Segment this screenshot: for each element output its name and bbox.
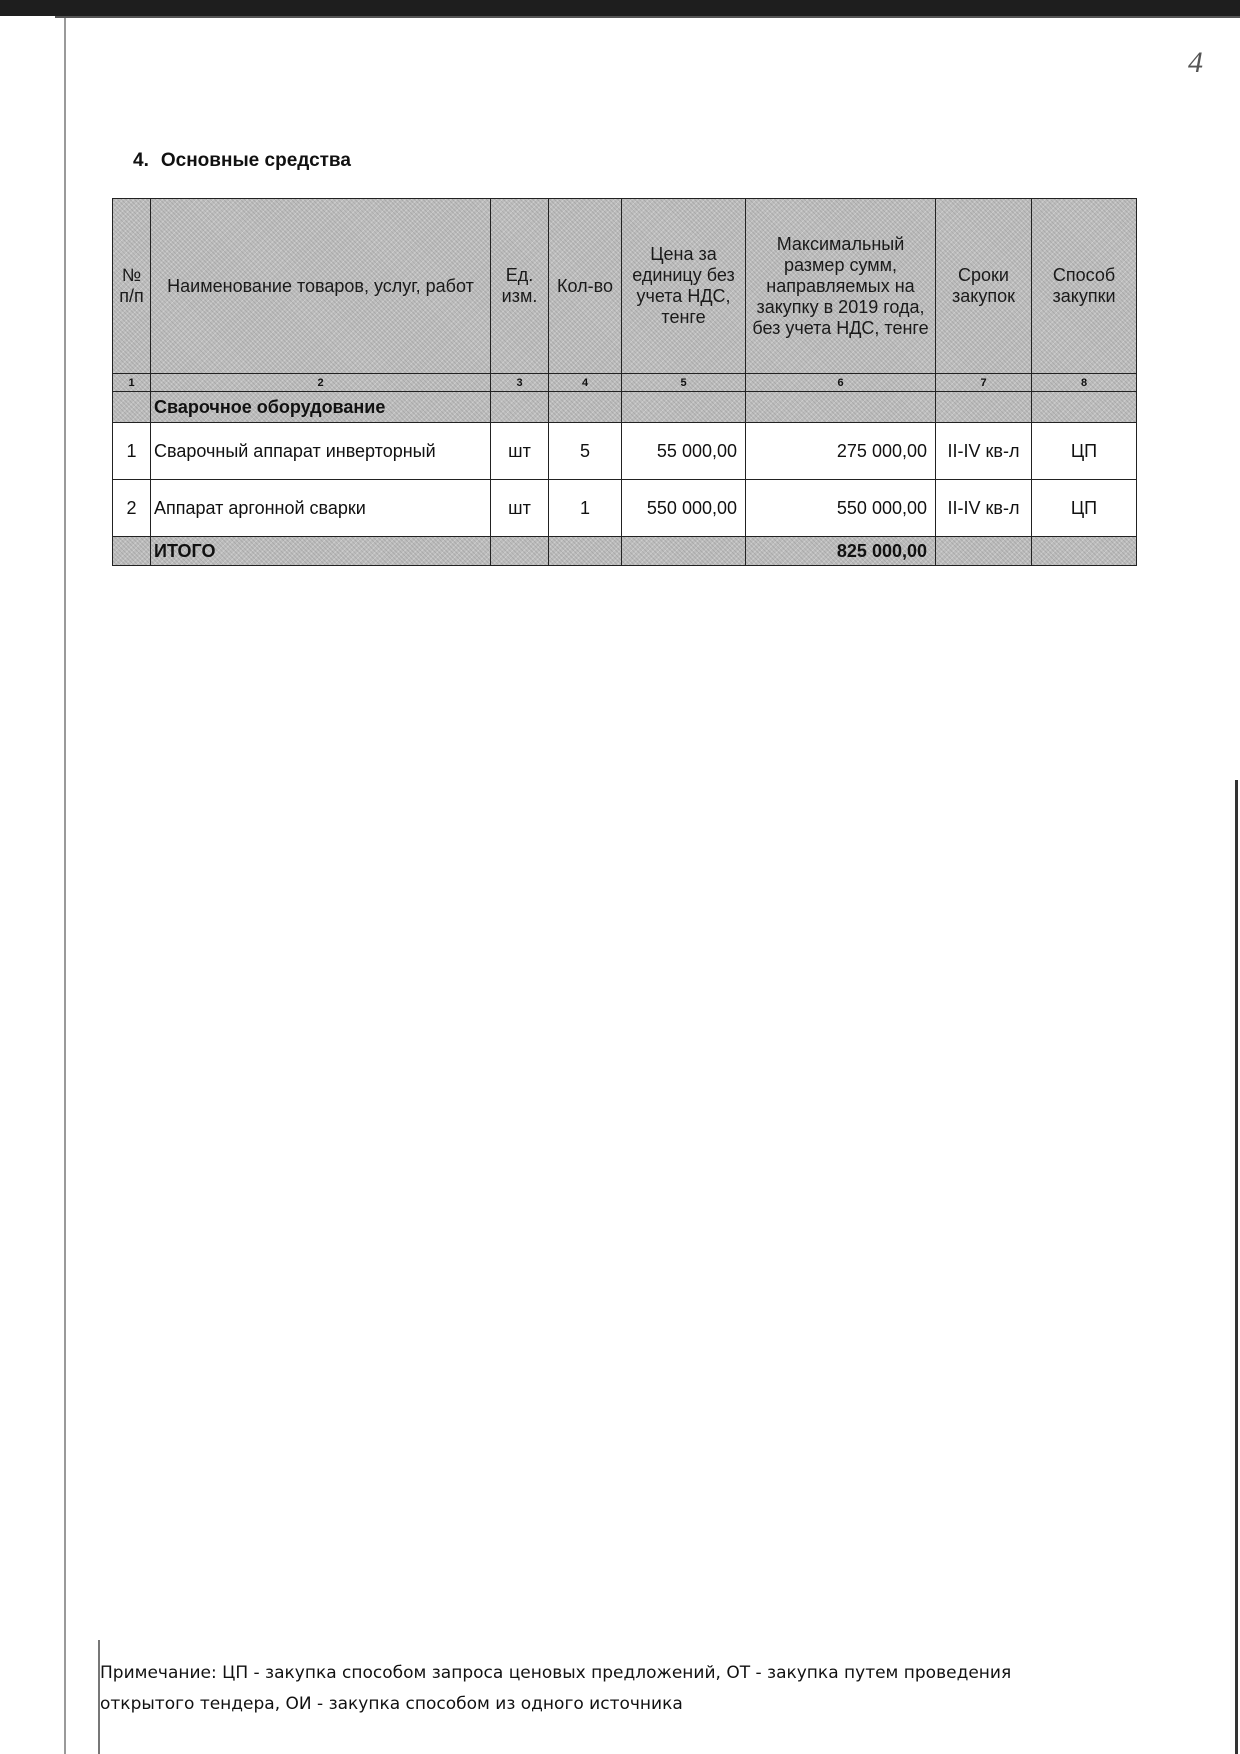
item-name: Аппарат аргонной сварки — [151, 480, 491, 537]
group-title: Сварочное оборудование — [151, 392, 491, 423]
item-name: Сварочный аппарат инверторный — [151, 423, 491, 480]
header-unit: Ед. изм. — [491, 199, 549, 374]
section-number: 4. — [133, 150, 149, 171]
table-header-row — [113, 199, 1137, 374]
column-number: 3 — [491, 374, 549, 392]
total-label: ИТОГО — [151, 537, 491, 566]
column-number: 6 — [746, 374, 936, 392]
item-unit: шт — [491, 480, 549, 537]
total-row — [113, 537, 1137, 566]
column-number-row — [113, 374, 1137, 392]
footnote-line: открытого тендера, ОИ - закупка способом из одного источника — [100, 1694, 683, 1714]
row-number: 2 — [113, 480, 151, 537]
column-number: 7 — [936, 374, 1032, 392]
total-amount: 825 000,00 — [746, 537, 936, 566]
column-number: 8 — [1032, 374, 1137, 392]
item-method: ЦП — [1032, 480, 1137, 537]
handwritten-page-number: 4 — [1188, 46, 1203, 79]
item-max-amount: 275 000,00 — [746, 423, 936, 480]
item-method: ЦП — [1032, 423, 1137, 480]
column-number: 2 — [151, 374, 491, 392]
header-max-amount: Максимальный размер сумм, направляемых на закупку в 2019 года, без учета НДС, тенге — [746, 199, 936, 374]
scan-border-top — [0, 0, 1240, 16]
header-method: Способ закупки — [1032, 199, 1137, 374]
header-period: Сроки закупок — [936, 199, 1032, 374]
header-quantity: Кол-во — [549, 199, 622, 374]
header-unit-price: Цена за единицу без учета НДС, тенге — [622, 199, 746, 374]
item-unit-price: 55 000,00 — [622, 423, 746, 480]
group-empty-cell — [113, 392, 151, 423]
item-unit: шт — [491, 423, 549, 480]
item-unit-price: 550 000,00 — [622, 480, 746, 537]
column-number: 4 — [549, 374, 622, 392]
item-quantity: 1 — [549, 480, 622, 537]
section-title-text: Основные средства — [160, 150, 351, 171]
section-title — [133, 150, 351, 172]
item-quantity: 5 — [549, 423, 622, 480]
item-period: II-IV кв-л — [936, 480, 1032, 537]
header-name: Наименование товаров, услуг, работ — [151, 199, 491, 374]
footnote — [100, 1658, 1100, 1720]
scan-border-right — [1235, 780, 1238, 1754]
item-period: II-IV кв-л — [936, 423, 1032, 480]
scan-border-left — [64, 18, 66, 1754]
footnote-line: Примечание: ЦП - закупка способом запроса ценовых предложений, ОТ - закупка путем проведения — [100, 1663, 1012, 1683]
table-row — [113, 480, 1137, 537]
row-number: 1 — [113, 423, 151, 480]
column-number: 1 — [113, 374, 151, 392]
header-number: № п/п — [113, 199, 151, 374]
column-number: 5 — [622, 374, 746, 392]
item-max-amount: 550 000,00 — [746, 480, 936, 537]
group-row — [113, 392, 1137, 423]
scan-border-line — [55, 16, 1240, 18]
procurement-table — [112, 198, 1137, 566]
table-row — [113, 423, 1137, 480]
